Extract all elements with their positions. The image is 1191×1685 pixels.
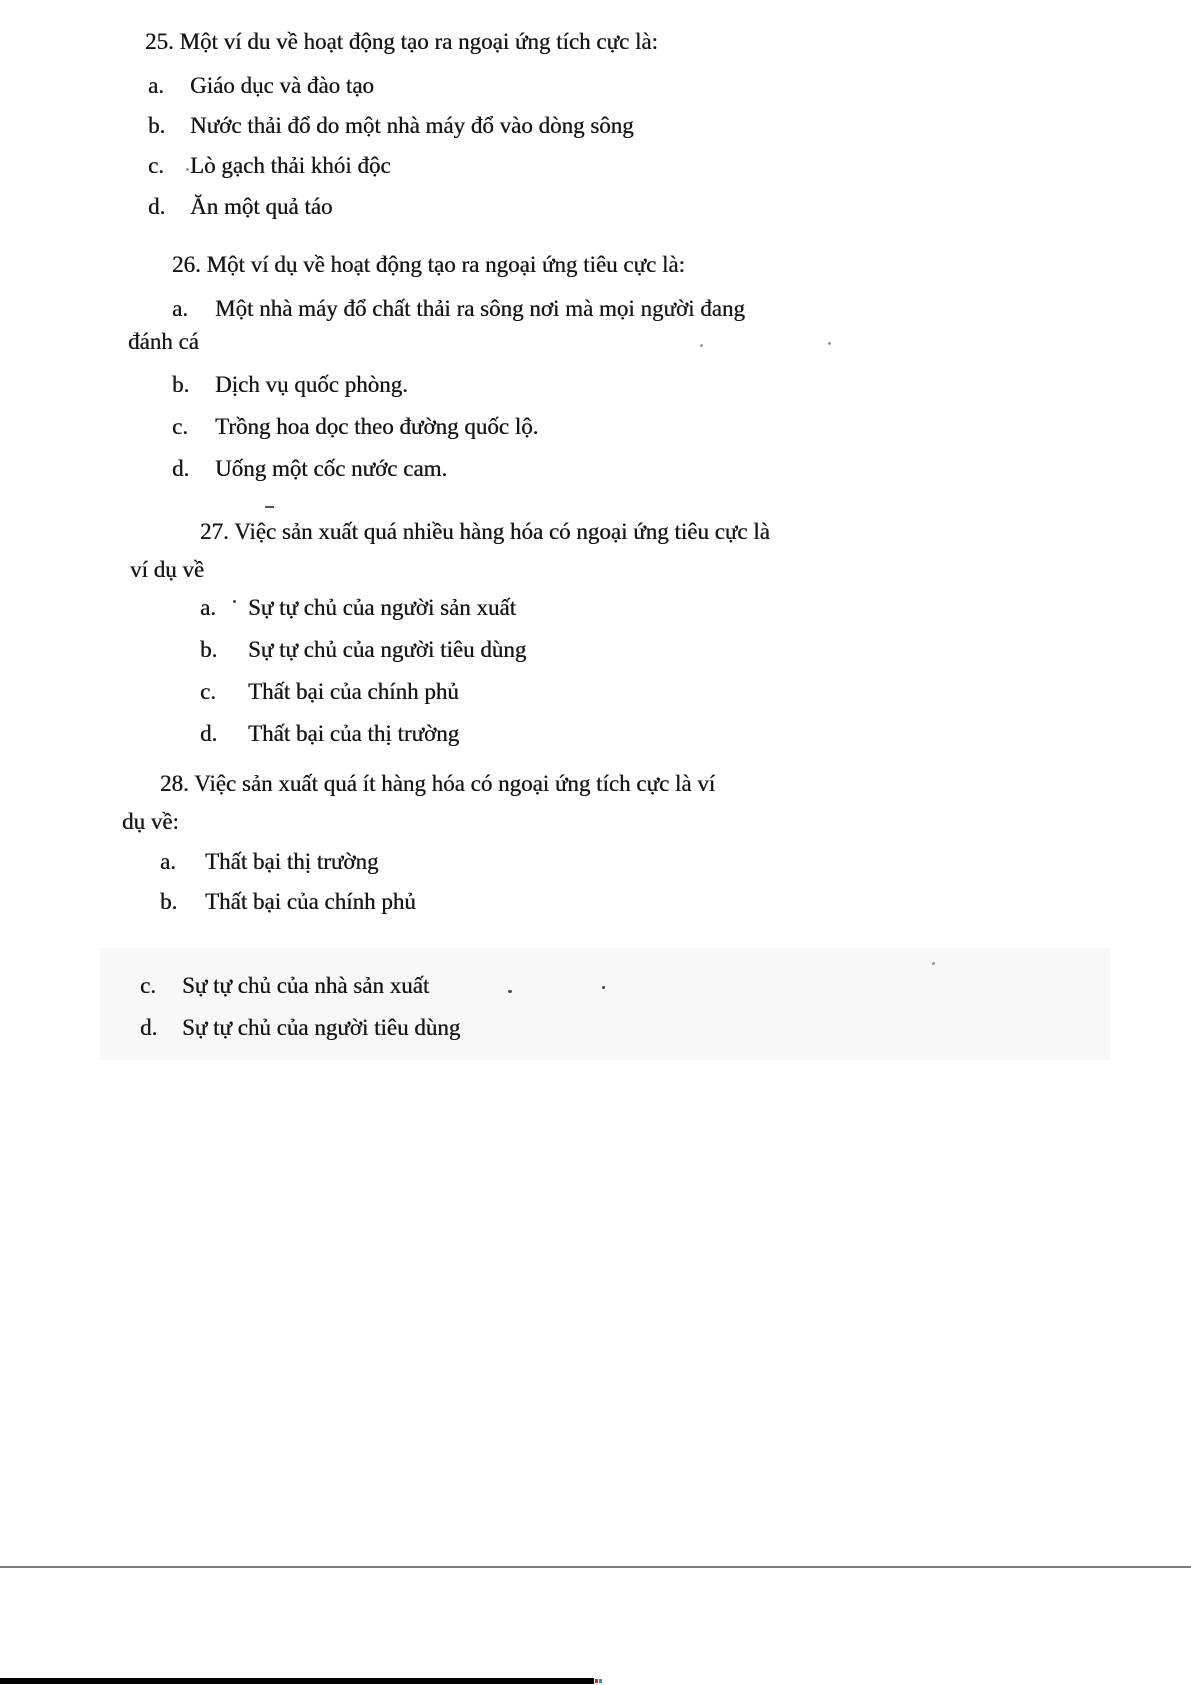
- footer-black-bar: [0, 1678, 594, 1684]
- question-27-option-a: [200, 594, 516, 622]
- option-text: Sự tự chủ của người tiêu dùng: [182, 1015, 461, 1040]
- option-letter: a.: [172, 296, 188, 321]
- question-28-header-wrap: dụ về:: [122, 809, 179, 834]
- scan-shading-box: [100, 948, 1110, 1060]
- option-text: Trồng hoa dọc theo đường quốc lộ.: [215, 414, 539, 439]
- option-letter: d.: [200, 721, 218, 746]
- option-text: Sự tự chủ của nhà sản xuất: [182, 973, 430, 998]
- option-text: Uống một cốc nước cam.: [215, 456, 448, 481]
- scan-speck: [186, 168, 189, 171]
- question-26-option-a-wrap: đánh cá: [128, 329, 199, 354]
- option-text: Thất bại của chính phủ: [205, 889, 416, 914]
- horizontal-divider-line: [0, 1566, 1191, 1568]
- option-letter: c.: [200, 679, 216, 704]
- question-26-header: 26. Một ví dụ về hoạt động tạo ra ngoại ứng tiêu cực là:: [172, 252, 685, 277]
- option-text: Sự tự chủ của người sản xuất: [248, 595, 517, 620]
- question-25-option-c: [148, 152, 391, 180]
- question-28-option-d: [140, 1014, 460, 1042]
- scan-dash: [265, 506, 274, 508]
- scan-speck: [700, 344, 703, 347]
- scan-speck: [508, 990, 512, 993]
- question-26-option-d: [172, 455, 447, 483]
- option-letter: b.: [148, 113, 166, 138]
- option-text: Ăn một quả táo: [190, 194, 333, 219]
- option-text: Một nhà máy đổ chất thải ra sông nơi mà mọi người đang: [215, 296, 745, 321]
- option-text: Lò gạch thải khói độc: [190, 153, 391, 178]
- option-letter: b.: [160, 889, 178, 914]
- question-27-header: 27. Việc sản xuất quá nhiều hàng hóa có ngoại ứng tiêu cực là: [200, 519, 770, 544]
- question-28-option-c: [140, 972, 429, 1000]
- scan-speck: [828, 342, 831, 345]
- question-28-header: 28. Việc sản xuất quá ít hàng hóa có ngoại ứng tích cực là ví: [160, 771, 716, 796]
- option-letter: c.: [172, 414, 188, 439]
- scan-speck: [602, 986, 605, 989]
- footer-blue-speck: [599, 1679, 602, 1683]
- question-25-option-b: [148, 112, 634, 140]
- question-25-option-a: [148, 72, 374, 100]
- option-letter: d.: [148, 194, 166, 219]
- scan-speck: [932, 962, 935, 965]
- option-text: Thất bại thị trường: [205, 849, 379, 874]
- question-28-option-b: [160, 888, 416, 916]
- option-text: Dịch vụ quốc phòng.: [215, 372, 408, 397]
- option-text: Thất bại của thị trường: [248, 721, 460, 746]
- question-26-option-a: [172, 295, 745, 323]
- scan-speck: [233, 600, 236, 603]
- option-text: Giáo dục và đào tạo: [190, 73, 374, 98]
- option-letter: c.: [140, 973, 156, 998]
- option-letter: c.: [148, 153, 164, 178]
- question-27-option-d: [200, 720, 459, 748]
- option-letter: a.: [160, 849, 176, 874]
- option-letter: b.: [172, 372, 190, 397]
- option-letter: a.: [200, 595, 216, 620]
- question-27-header-wrap: ví dụ về: [130, 557, 205, 582]
- question-27-option-c: [200, 678, 459, 706]
- option-letter: d.: [140, 1015, 158, 1040]
- option-letter: d.: [172, 456, 190, 481]
- question-26-option-b: [172, 371, 408, 399]
- option-text: Nước thải đổ do một nhà máy đổ vào dòng sông: [190, 113, 634, 138]
- footer-red-speck: [595, 1679, 598, 1683]
- question-28-option-a: [160, 848, 378, 876]
- question-25-option-d: [148, 193, 332, 221]
- option-text: Thất bại của chính phủ: [248, 679, 459, 704]
- question-25-header: 25. Một ví du về hoạt động tạo ra ngoại ứng tích cực là:: [145, 29, 658, 54]
- question-27-option-b: [200, 636, 526, 664]
- option-letter: b.: [200, 637, 218, 662]
- question-26-option-c: [172, 413, 538, 441]
- option-text: Sự tự chủ của người tiêu dùng: [248, 637, 527, 662]
- option-letter: a.: [148, 73, 164, 98]
